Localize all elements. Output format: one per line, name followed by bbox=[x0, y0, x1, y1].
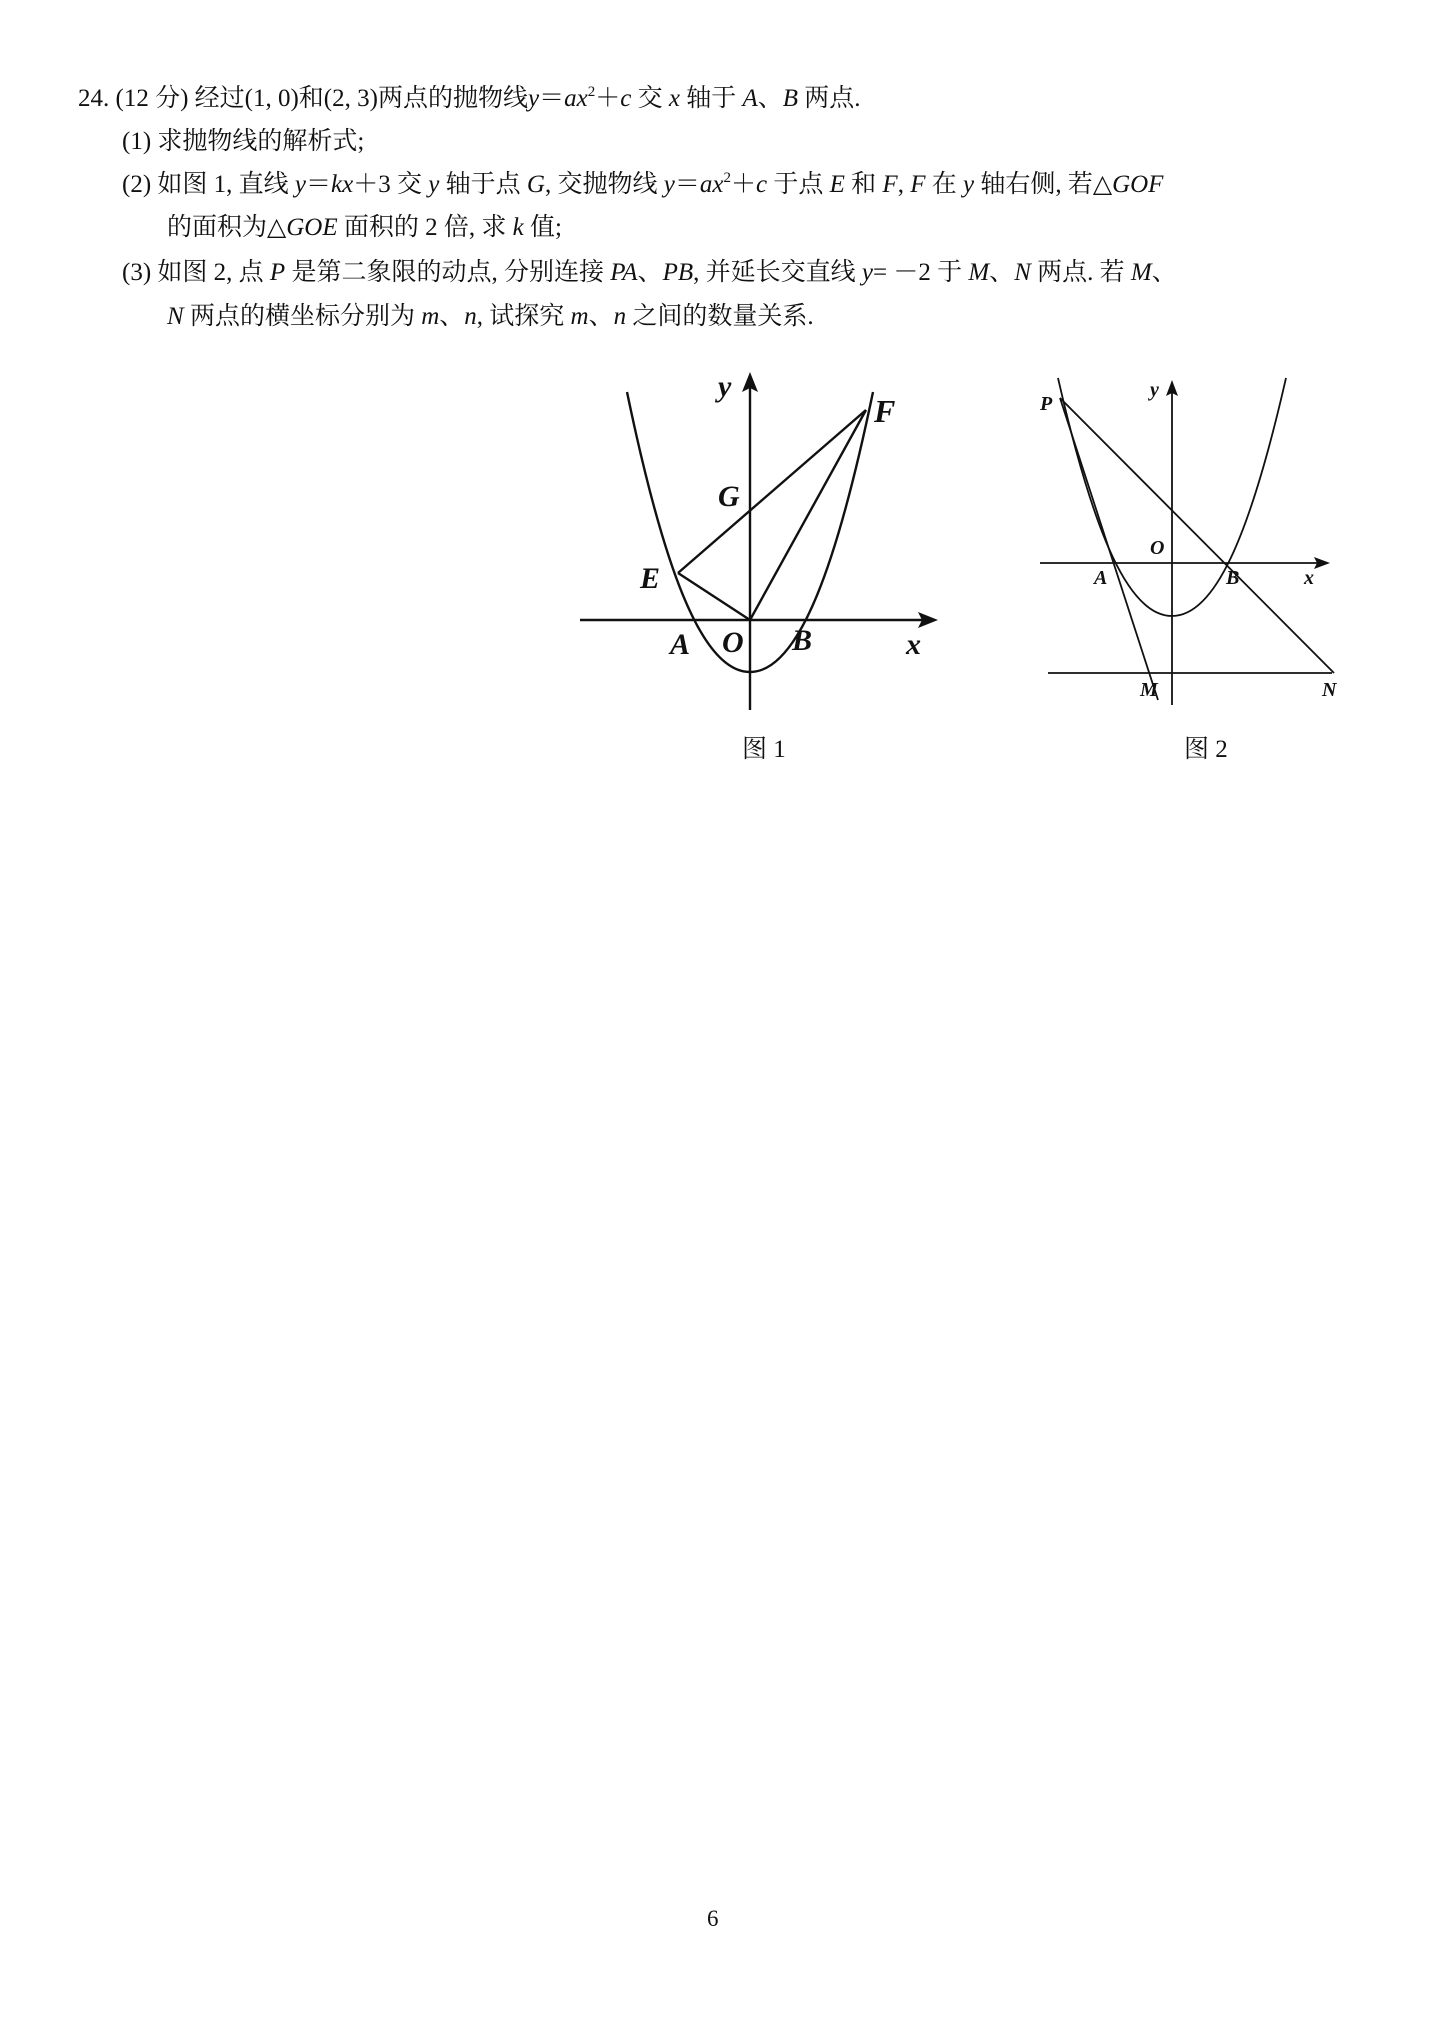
figure-1 bbox=[560, 360, 940, 720]
part-3-label: (3) bbox=[122, 259, 152, 286]
part-1-label: (1) bbox=[122, 128, 152, 155]
label-B: B bbox=[1226, 567, 1240, 589]
label-A: A bbox=[1094, 567, 1108, 589]
label-O: O bbox=[1150, 537, 1165, 559]
label-G: G bbox=[718, 480, 740, 513]
part-3-line-2: N 两点的横坐标分别为 m、n, 试探究 m、n 之间的数量关系. bbox=[167, 303, 814, 330]
page-number: 6 bbox=[707, 1906, 719, 1931]
part-2-line-2: 的面积为△GOE 面积的 2 倍, 求 k 值; bbox=[167, 214, 562, 241]
label-B: B bbox=[792, 624, 813, 657]
problem-score: (12 分) bbox=[115, 85, 189, 112]
line-PN bbox=[1060, 398, 1334, 673]
line-EF bbox=[678, 410, 866, 573]
segment-OF bbox=[750, 410, 866, 620]
part-2-label: (2) bbox=[122, 171, 152, 198]
problem-number: 24. bbox=[78, 85, 110, 112]
label-P: P bbox=[1040, 393, 1053, 415]
segment-OE bbox=[678, 573, 750, 620]
label-F: F bbox=[874, 393, 896, 429]
label-y: y bbox=[718, 370, 732, 403]
part-1 bbox=[122, 127, 364, 157]
label-A: A bbox=[670, 628, 691, 661]
label-E: E bbox=[640, 562, 661, 595]
part-2-line-1: (2) 如图 1, 直线 y＝kx＋3 交 y 轴于点 G, 交抛物线 $y=ax^2+c$ 于点 E 和 F, F 在 y 轴右侧, 若△GOF bbox=[122, 170, 1164, 198]
line-PM bbox=[1060, 398, 1158, 700]
label-N: N bbox=[1322, 679, 1337, 701]
part-1-text: 求抛物线的解析式; bbox=[157, 128, 365, 155]
part-3-line-1: (3) 如图 2, 点 P 是第二象限的动点, 分别连接 PA、PB, 并延长交直线 y= －2 于 M、N 两点. 若 M、 bbox=[122, 259, 1177, 286]
label-x: x bbox=[906, 628, 921, 661]
label-M: M bbox=[1140, 679, 1158, 701]
label-O: O bbox=[722, 626, 744, 659]
problem-stem: 24. (12 分) 经过(1, 0)和(2, 3)两点的抛物线$y=ax^2+c$ 交 x 轴于 A、B 两点. bbox=[78, 84, 861, 112]
figure-1-caption: 图 1 bbox=[742, 736, 786, 763]
figure-2 bbox=[1020, 360, 1350, 720]
figure-2-caption: 图 2 bbox=[1184, 736, 1228, 763]
label-y: y bbox=[1150, 379, 1159, 401]
label-x: x bbox=[1304, 567, 1314, 589]
